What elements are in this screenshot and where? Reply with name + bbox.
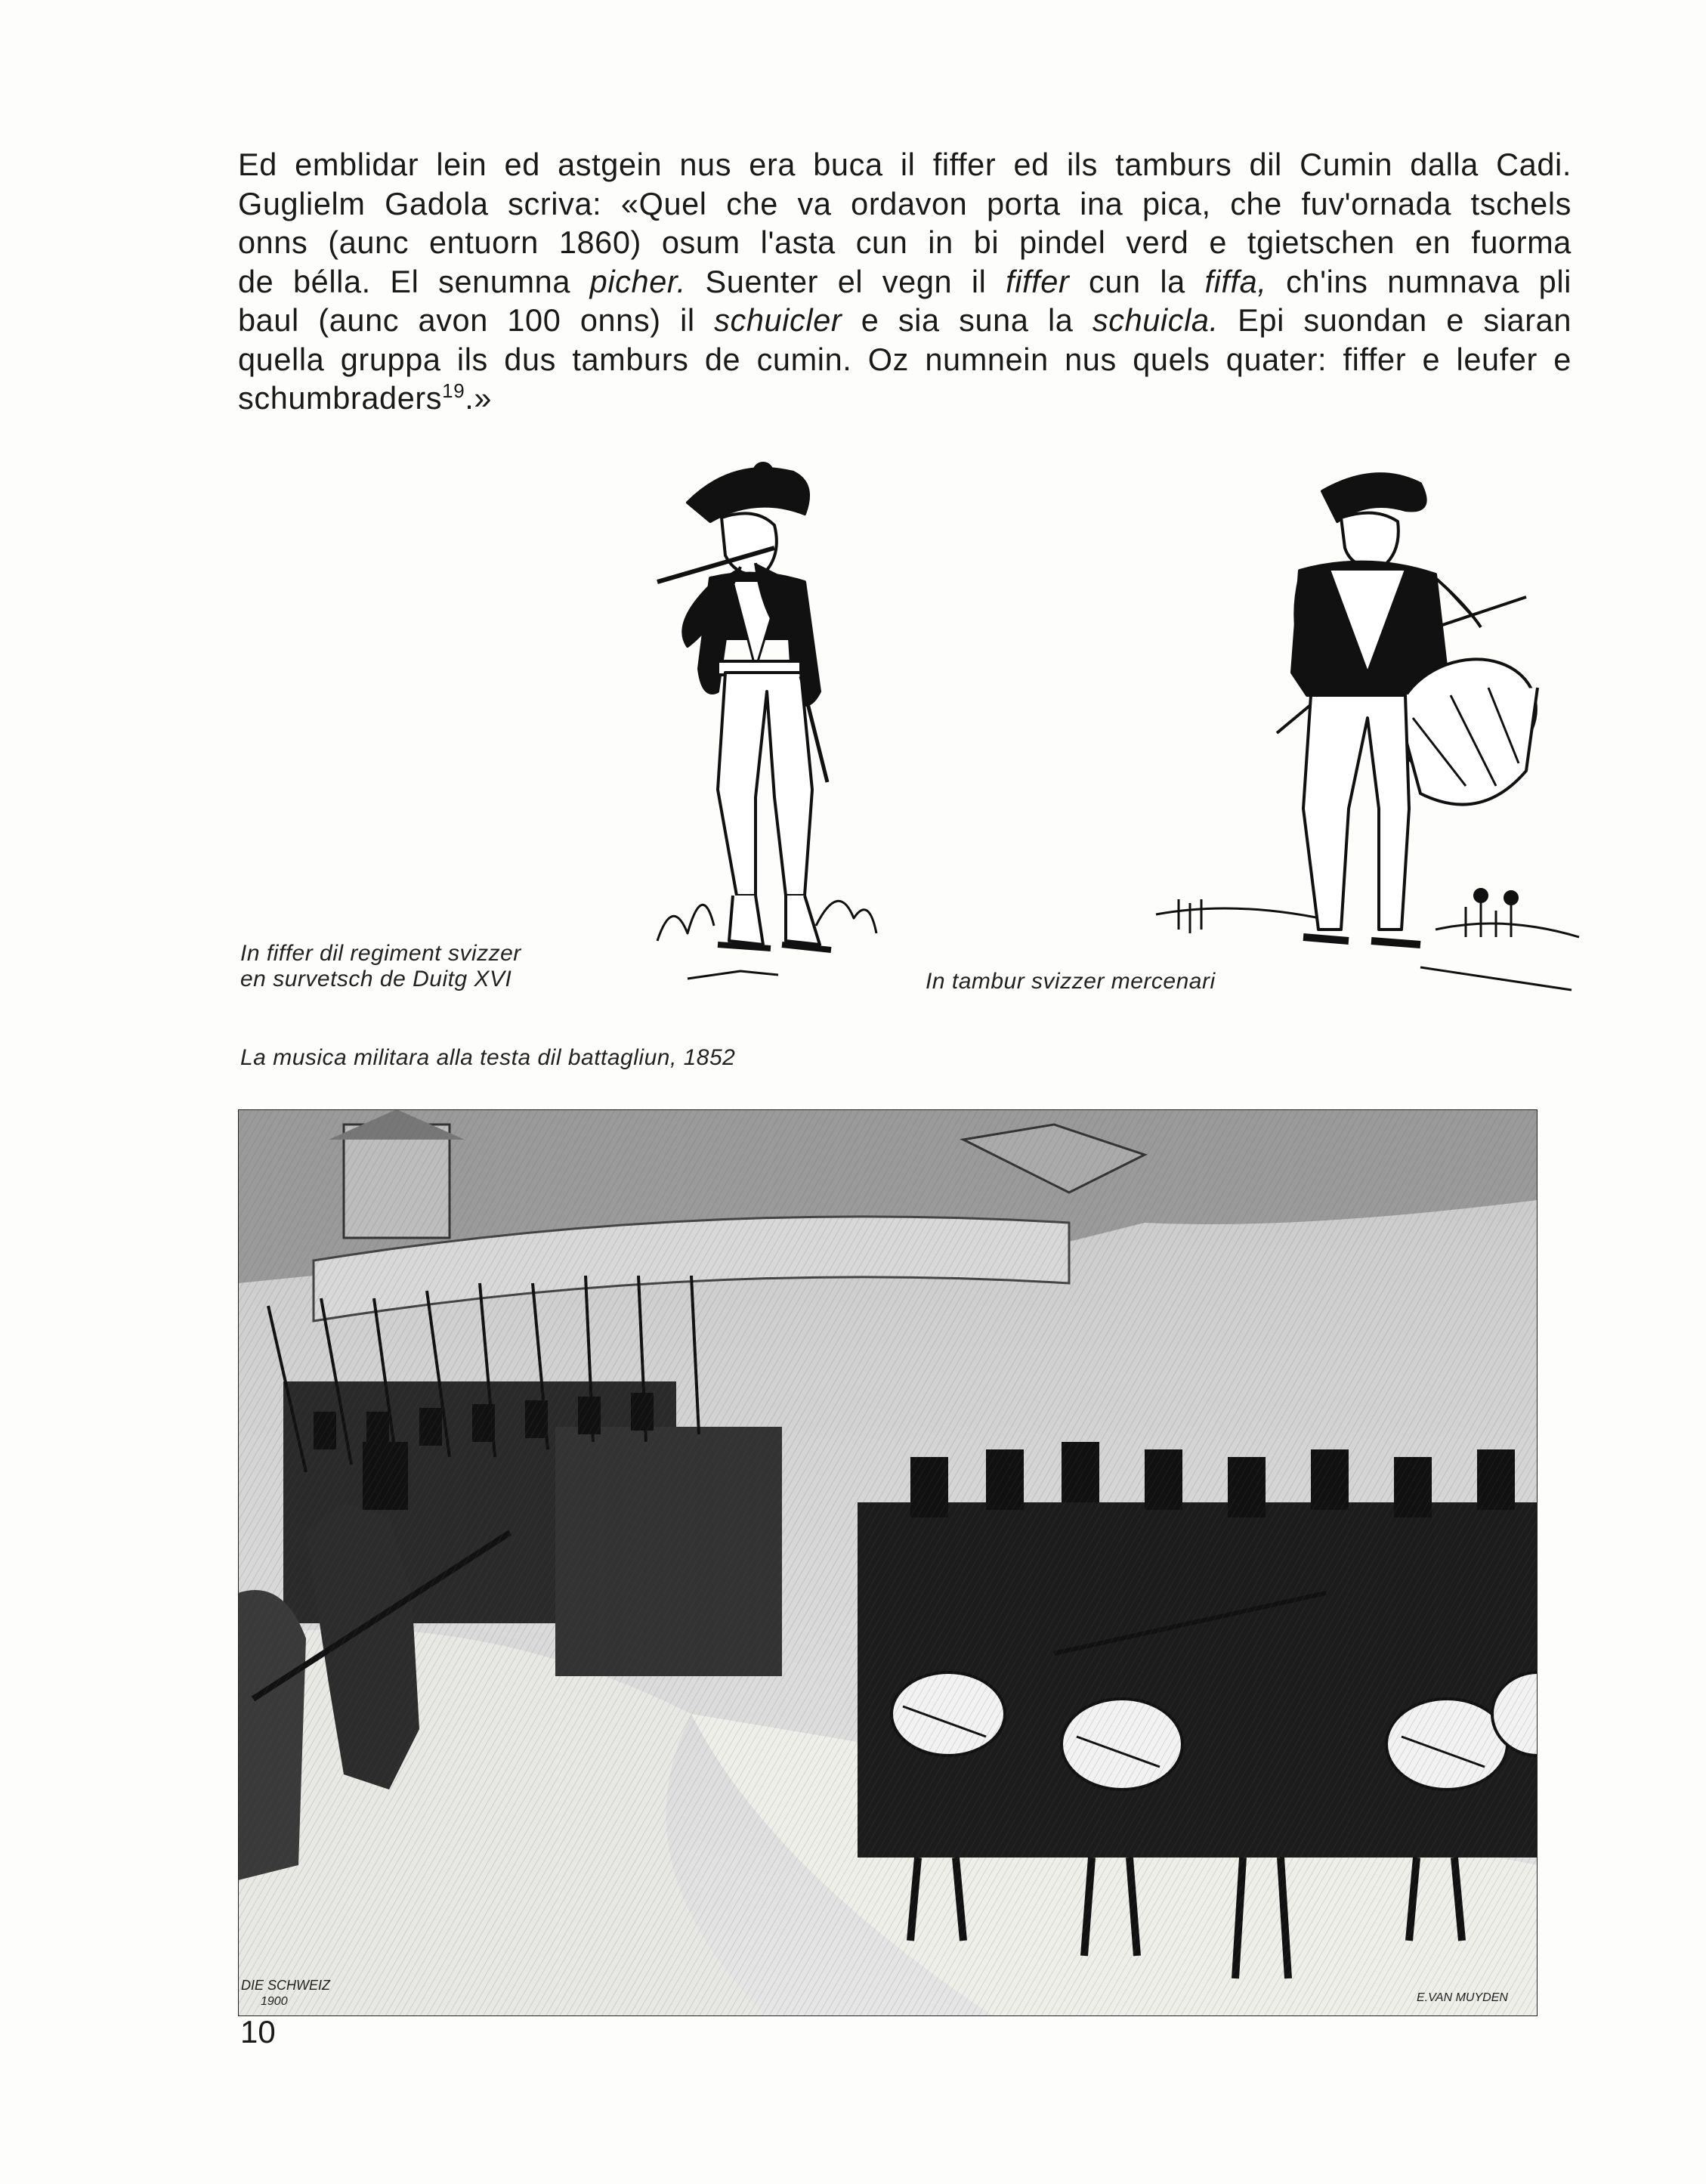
page-number: 10 [240,2014,276,2049]
text-line: onns (aunc entuorn 1860) osum l'asta cun in bi pindel verd e tgietschen en fuorma [238,224,1572,260]
text-line: de bélla. El senumna picher. Suenter el vegn il fiffer cun la fiffa, ch'ins numnava pli [238,263,1572,299]
military-band-engraving [238,1109,1538,2016]
signature-left-year: 1900 [261,1995,288,2008]
band-caption: La musica militara alla testa dil battagliun, 1852 [240,1045,736,1070]
body-paragraph [238,145,1572,418]
signature-right: E.VAN MUYDEN [1417,1991,1508,2004]
text-line: Guglielm Gadola scriva: «Quel che va ordavon porta ina pica, che fuv'ornada tschels [238,185,1572,221]
drummer-caption: In tambur svizzer mercenari [926,969,1216,994]
text-line: schumbraders$^{19}$.» [238,379,493,416]
fifer-illustration [642,442,892,1001]
fifer-caption: In fiffer dil regiment svizzer en survetsch de Duitg XVI [240,941,521,991]
text-line: Ed emblidar lein ed astgein nus era buca il fiffer ed ils tamburs dil Cumin dalla Cadi. [238,147,1572,182]
text-line: quella gruppa ils dus tamburs de cumin. Oz numnein nus quels quater: fiffer e leufer e [238,341,1572,377]
drummer-illustration [1148,446,1587,1005]
signature-left: DIE SCHWEIZ [241,1978,331,1993]
text-line: baul (aunc avon 100 onns) il schuicler e sia suna la schuicla. Epi suondan e siaran [238,302,1572,338]
